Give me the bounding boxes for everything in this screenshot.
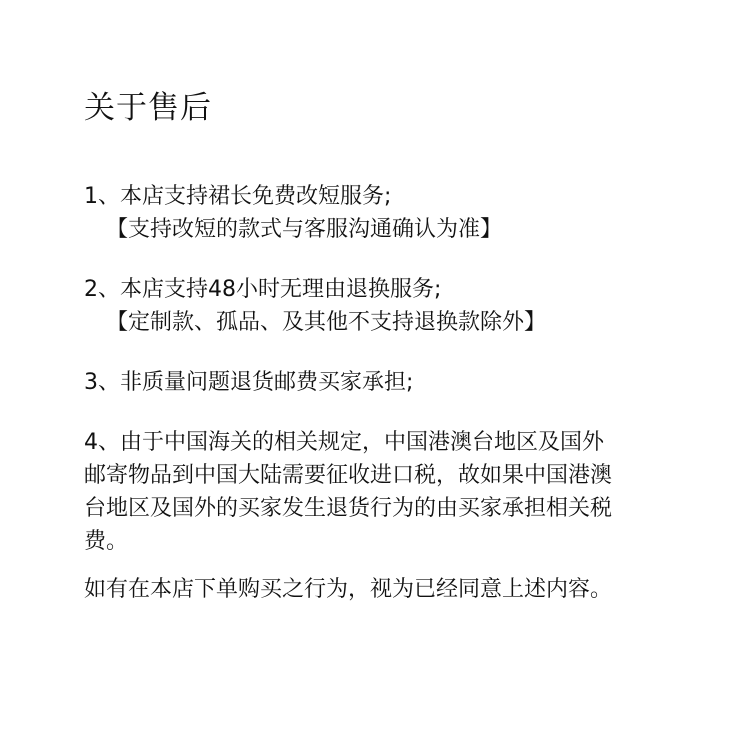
policy-item-1-text: 1、本店支持裙长免费改短服务;	[84, 184, 392, 209]
page-title: 关于售后	[84, 90, 212, 126]
closing-statement	[84, 573, 704, 606]
policy-item-3-text: 3、非质量问题退货邮费买家承担;	[84, 370, 414, 395]
policy-item-4-line-1: 4、由于中国海关的相关规定，中国港澳台地区及国外	[84, 430, 604, 455]
policy-item-4-line-4: 费。	[84, 529, 129, 554]
policy-item-2-note: 【定制款、孤品、及其他不支持退换款除外】	[106, 310, 547, 335]
policy-item-4-line-3: 台地区及国外的买家发生退货行为的由买家承担相关税	[84, 496, 613, 521]
policy-item-1-note: 【支持改短的款式与客服沟通确认为准】	[106, 217, 503, 242]
policy-item-4-line-2: 邮寄物品到中国大陆需要征收进口税，故如果中国港澳	[84, 463, 613, 488]
policy-item-2	[84, 273, 704, 339]
policy-item-4	[84, 426, 704, 558]
closing-statement-text: 如有在本店下单购买之行为，视为已经同意上述内容。	[84, 577, 613, 602]
policy-item-2-text: 2、本店支持48小时无理由退换服务;	[84, 277, 442, 302]
policy-item-1	[84, 180, 704, 246]
policy-item-3	[84, 366, 704, 399]
